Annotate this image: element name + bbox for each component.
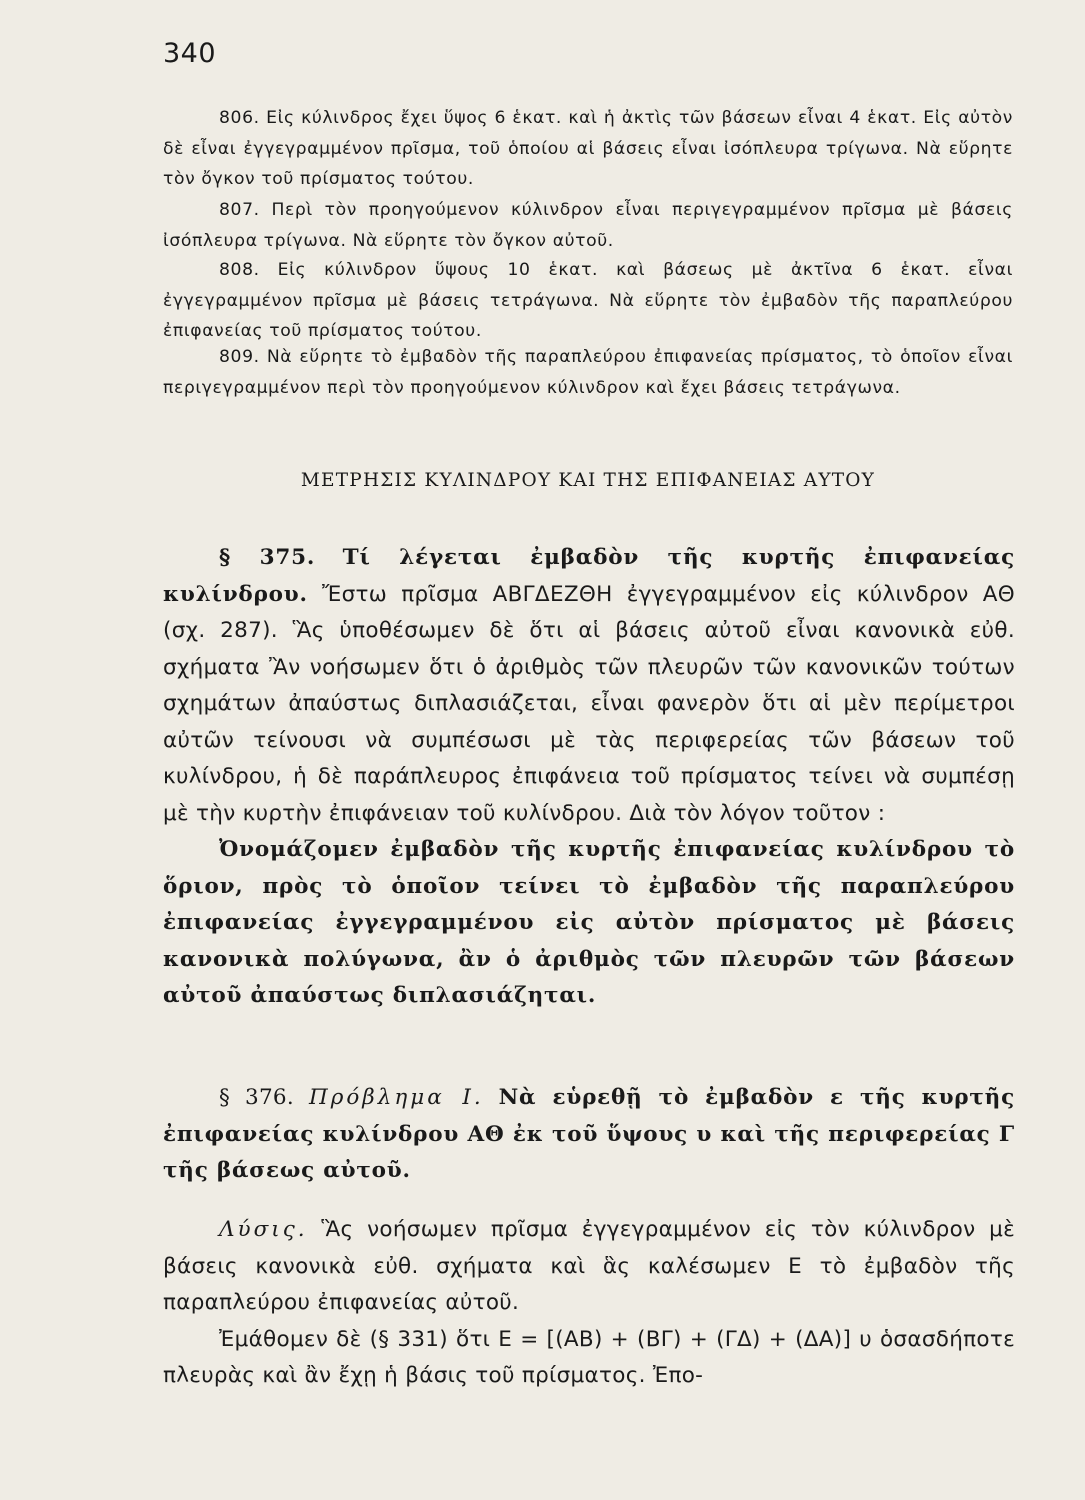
- problem-label: Πρόβλημα Ι.: [308, 1085, 484, 1110]
- section-mark: § 376.: [219, 1085, 295, 1110]
- solution-text: Ἃς νοήσωμεν πρῖσμα ἐγγεγραμμένον εἰς τὸν κύλινδρον μὲ βάσεις κανονικὰ εὐθ. σχήματα καὶ ἃς καλέσωμεν Ε τὸ ἐμβαδὸν τῆς παραπλεύρου ἐπιφανείας αὐτοῦ.: [163, 1217, 1015, 1315]
- exercise-number: 806.: [219, 108, 260, 128]
- section-body: Ἔστω πρῖσμα ΑΒΓΔΕΖΘΗ ἐγγεγραμμένον εἰς κύλινδρον ΑΘ (σχ. 287). Ἃς ὑποθέσωμεν δὲ ὅτι αἱ βάσεις αὐτοῦ εἶναι κανονικὰ εὐθ. σχήματα Ἂν νοήσωμεν ὅτι ὁ ἀριθμὸς τῶν πλευρῶν τῶν κανονικῶν τούτων σχημάτων ἀπαύστως διπλασιάζεται, εἶναι φανερὸν ὅτι αἱ μὲν περίμετροι αὐτῶν τείνουσι νὰ συμπέσωσι μὲ τὰς περιφερείας τῶν βάσεων τοῦ κυλίνδρου, ἡ δὲ παράπλευρος ἐπιφάνεια τοῦ πρίσματος τείνει νὰ συμπέσῃ μὲ τὴν κυρτὴν ἐπιφάνειαν τοῦ κυλίνδρου. Διὰ τὸν λόγον τοῦτον :: [163, 581, 1015, 826]
- section-title: Τί λέγεται ἐμβαδὸν τῆς κυρτῆς ἐπιφανείας κυλίνδρου.: [163, 545, 1015, 607]
- exercise-807: [163, 195, 1013, 256]
- exercise-number: 808.: [219, 260, 260, 280]
- exercise-text: Εἰς κύλινδρον ὕψους 10 ἑκατ. καὶ βάσεως μὲ ἀκτῖνα 6 ἑκατ. εἶναι ἐγγεγραμμένον πρῖσμα μὲ βάσεις τετράγωνα. Νὰ εὕρητε τὸν ἐμβαδὸν τῆς παραπλεύρου ἐπιφανείας τοῦ πρίσματος τούτου.: [163, 260, 1013, 341]
- exercise-text: Νὰ εὕρητε τὸ ἐμβαδὸν τῆς παραπλεύρου ἐπιφανείας πρίσματος, τὸ ὁποῖον εἶναι περιγεγραμμένον περὶ τὸν προηγούμενον κύλινδρον καὶ ἔχει βάσεις τετράγωνα.: [163, 347, 1013, 398]
- section-mark: § 375.: [219, 545, 316, 570]
- exercise-806: [163, 103, 1013, 195]
- exercise-text: Εἰς κύλινδρος ἔχει ὕψος 6 ἑκατ. καὶ ἡ ἀκτὶς τῶν βάσεων εἶναι 4 ἑκατ. Εἰς αὐτὸν δὲ εἶναι ἐγγεγραμμένον πρῖσμα, τοῦ ὁποίου αἱ βάσεις εἶναι ἰσόπλευρα τρίγωνα. Νὰ εὕρητε τὸν ὄγκον τοῦ πρίσματος τούτου.: [163, 108, 1013, 189]
- definition-text: Ὀνομάζομεν ἐμβαδὸν τῆς κυρτῆς ἐπιφανείας κυλίνδρου τὸ ὅριον, πρὸς τὸ ὁποῖον τείνει τὸ ἐμβαδὸν τῆς παραπλεύρου ἐπιφανείας ἐγγεγραμμένου εἰς αὐτὸν πρίσματος μὲ βάσεις κανονικὰ πολύγωνα, ἂν ὁ ἀριθμὸς τῶν πλευρῶν τῶν βάσεων αὐτοῦ ἀπαύστως διπλασιάζηται.: [163, 837, 1015, 1008]
- solution-label: Λύσις.: [219, 1217, 308, 1242]
- formula-paragraph: Ἐμάθομεν δὲ (§ 331) ὅτι Ε = [(ΑΒ) + (ΒΓ) + (ΓΔ) + (ΔΑ)] υ ὁσασδήποτε πλευρὰς καὶ ἂν ἔχῃ ἡ βάσις τοῦ πρίσματος. Ἐπο-: [163, 1326, 1015, 1388]
- problem-statement: Νὰ εὑρεθῇ τὸ ἐμβαδὸν ε τῆς κυρτῆς ἐπιφανείας κυλίνδρου ΑΘ ἐκ τοῦ ὕψους υ καὶ τῆς περιφερείας Γ τῆς βάσεως αὐτοῦ.: [163, 1085, 1015, 1183]
- section-heading: ΜΕΤΡΗΣΙΣ ΚΥΛΙΝΔΡΟΥ ΚΑΙ ΤΗΣ ΕΠΙΦΑΝΕΙΑΣ ΑΥΤΟΥ: [300, 470, 876, 491]
- section-376: [163, 1080, 1015, 1190]
- solution: [163, 1212, 1015, 1395]
- exercise-809: [163, 342, 1013, 403]
- section-375: [163, 540, 1015, 1015]
- exercise-number: 809.: [219, 347, 260, 367]
- page-number: 340: [163, 38, 217, 69]
- exercise-808: [163, 255, 1013, 347]
- exercise-text: Περὶ τὸν προηγούμενον κύλινδρον εἶναι περιγεγραμμένον πρῖσμα μὲ βάσεις ἰσόπλευρα τρίγωνα. Νὰ εὕρητε τὸν ὄγκον αὐτοῦ.: [163, 200, 1013, 251]
- exercise-number: 807.: [219, 200, 260, 220]
